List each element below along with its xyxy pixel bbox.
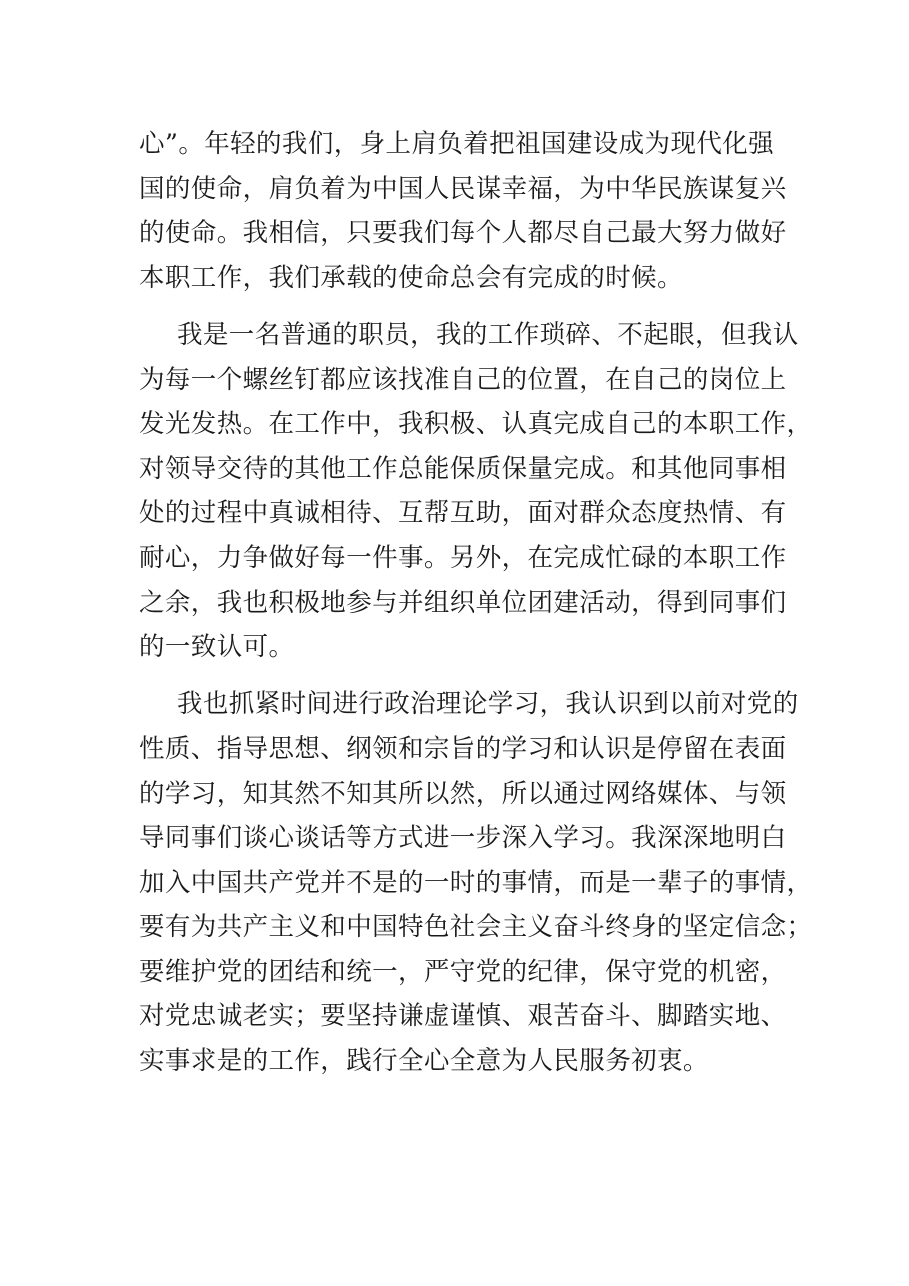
paragraph-line: 实事求是的工作，践行全心全意为人民服务初衷。 (139, 1046, 709, 1077)
paragraph-1 (139, 122, 787, 300)
paragraph-line: 要维护党的团结和统一，严守党的纪律，保守党的机密， (139, 956, 787, 987)
paragraph-line: 性质、指导思想、纲领和宗旨的学习和认识是停留在表面 (139, 733, 787, 764)
paragraph-line: 心”。年轻的我们，身上肩负着把祖国建设成为现代化强 (139, 129, 775, 159)
paragraph-line: 要有为共产主义和中国特色社会主义奋斗终身的坚定信念； (139, 912, 813, 943)
paragraph-line: 之余，我也积极地参与并组织单位团建活动，得到同事们 (139, 587, 787, 618)
paragraph-line: 处的过程中真诚相待、互帮互助，面对群众态度热情、有 (139, 498, 787, 529)
paragraph-line: 的学习，知其然不知其所以然，所以通过网络媒体、与领 (139, 778, 787, 809)
paragraph-line: 对领导交待的其他工作总能保质保量完成。和其他同事相 (139, 453, 787, 484)
paragraph-line: 导同事们谈心谈话等方式进一步深入学习。我深深地明白 (139, 823, 787, 854)
paragraph-line: 我是一名普通的职员，我的工作琐碎、不起眼，但我认 (177, 319, 799, 350)
paragraph-line: 国的使命，肩负着为中国人民谋幸福，为中华民族谋复兴 (139, 173, 787, 204)
paragraph-line: 本职工作，我们承载的使命总会有完成的时候。 (139, 262, 683, 293)
paragraph-line: 加入中国共产党并不是的一时的事情，而是一辈子的事情， (139, 867, 813, 898)
paragraph-line: 的使命。我相信，只要我们每个人都尽自己最大努力做好 (139, 218, 787, 249)
paragraph-3 (139, 682, 813, 1083)
paragraph-line: 对党忠诚老实；要坚持谦虚谨慎、艰苦奋斗、脚踏实地、 (139, 1001, 787, 1032)
document-body (139, 122, 813, 1084)
paragraph-line: 耐心，力争做好每一件事。另外，在完成忙碌的本职工作 (139, 542, 787, 573)
paragraph-line: 我也抓紧时间进行政治理论学习，我认识到以前对党的 (177, 689, 799, 720)
paragraph-2 (139, 313, 813, 670)
paragraph-line: 发光发热。在工作中，我积极、认真完成自己的本职工作， (139, 409, 813, 440)
paragraph-line: 为每一个螺丝钉都应该找准自己的位置，在自己的岗位上 (139, 364, 787, 395)
paragraph-line: 的一致认可。 (139, 632, 295, 663)
